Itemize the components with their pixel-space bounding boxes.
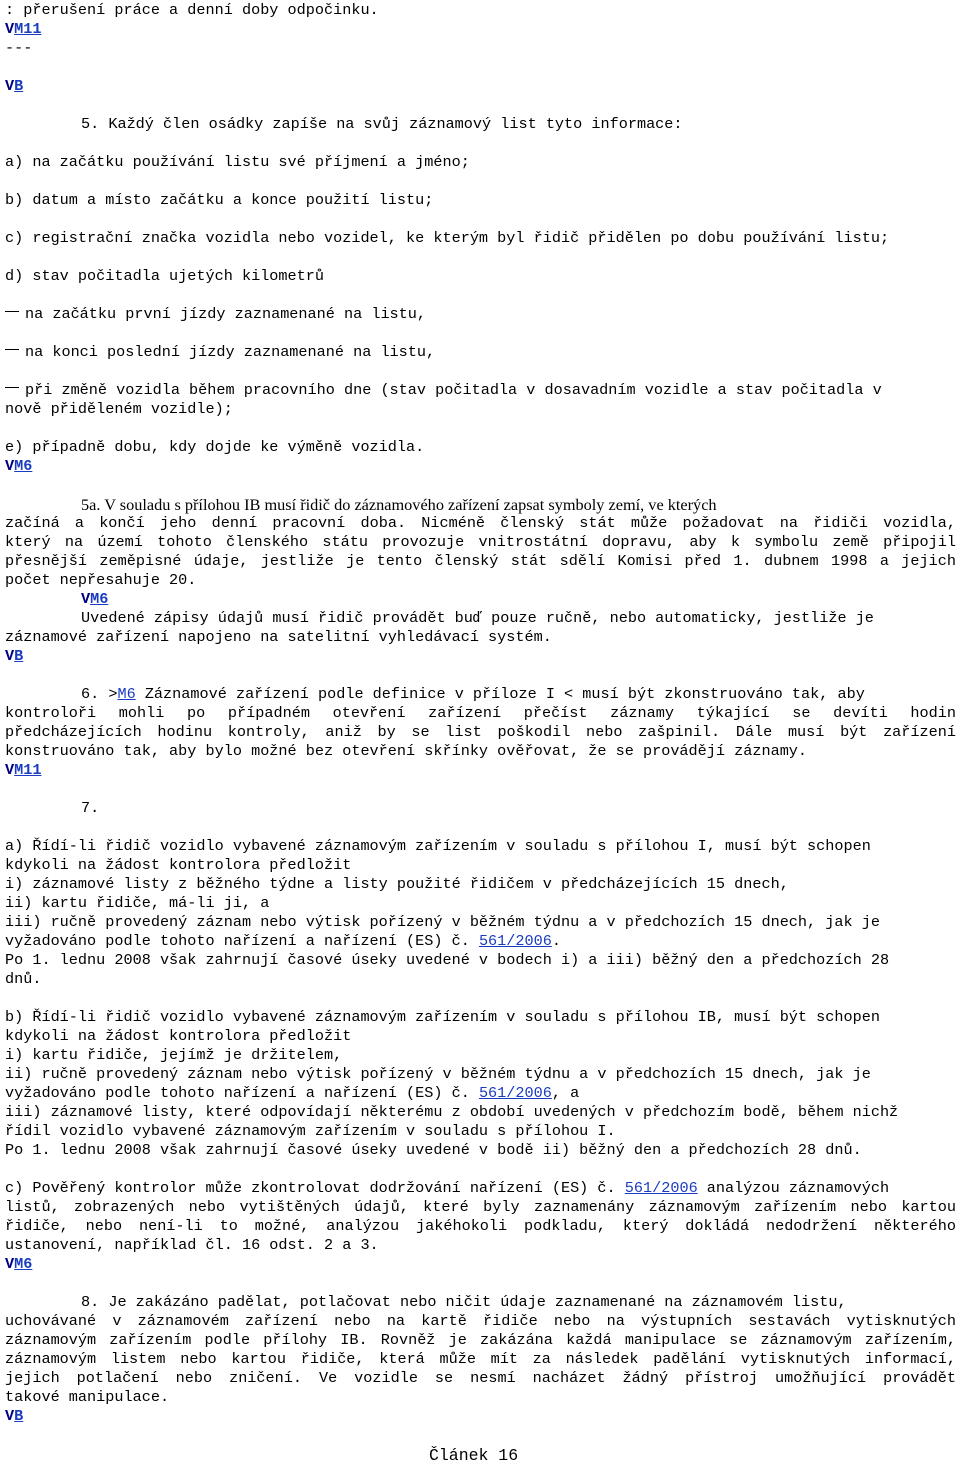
separator-dashes: --- [5,39,33,57]
paragraph-7-heading: 7. [81,799,100,817]
paragraph-7c-line: c) Pověřený kontrolor může zkontrolovat dodržování nařízení (ES) č. 561/2006 analýzou záznamových [5,1179,890,1197]
paragraph-7a-line: iii) ručně provedený záznam nebo výtisk pořízený v běžném týdnu a v předchozích 15 dnech, jak je [5,913,880,931]
regulation-link[interactable]: 561/2006 [478,932,552,950]
paragraph-7a-line: i) záznamové listy z běžného týdne a listy použité řidičem v předcházejících 15 dnech, [5,875,789,893]
paragraph-6-line: konstruováno tak, aby bylo možné bez otevření skřínky ověřovat, že se provádějí záznamy. [5,742,808,760]
amendment-marker-vb[interactable]: VB [5,1407,24,1425]
regulation-link[interactable]: 561/2006 [624,1179,698,1197]
amendment-link-m6[interactable]: M6 [117,685,136,703]
paragraph-5-item-d: d) stav počitadla ujetých kilometrů [5,267,324,285]
paragraph-7a-line: vyžadováno podle tohoto nařízení a nařízení (ES) č. 561/2006. [5,932,561,950]
paragraph-7c-line: ustanovení, například čl. 16 odst. 2 a 3. [5,1236,379,1254]
article-heading: Článek 16 [429,1446,519,1465]
amendment-marker-vb[interactable]: VB [5,77,24,95]
paragraph-5-item-c: c) registrační značka vozidla nebo vozidel, ke kterým byl řidič přidělen po dobu používání listu; [5,229,890,247]
paragraph-5-dash-item: na konci poslední jízdy zaznamenané na listu, [5,343,435,362]
paragraph-6-line: 6. >M6 Záznamové zařízení podle definice v příloze I < musí být zkonstruováno tak, aby [81,685,865,703]
paragraph-6-line: předcházejících hodinu kontroly, aniž by se list poškodil nebo zašpinil. Dále musí být zařízení [5,723,956,741]
paragraph-5a-line: začíná a končí jeho denní pracovní doba. Nicméně členský stát může požadovat na řidiči vozidla, [5,514,956,532]
paragraph-8-line: 8. Je zakázáno padělat, potlačovat nebo ničit údaje zaznamenané na záznamovém listu, [81,1293,847,1311]
paragraph-5a-line: přesnější zeměpisné údaje, jestliže je tento členský stát sdělí Komisi před 1. dubnem 1998 a jejich [5,552,956,570]
paragraph-6-line: kontroloři mohli po případném otevření zařízení přečíst záznamy týkající se devíti hodin [5,704,956,722]
paragraph-5-heading: 5. Každý člen osádky zapíše na svůj záznamový list tyto informace: [81,115,683,133]
paragraph-8-line: záznamovým listem nebo kartou řidiče, která může mít za následek padělání vytisknutých informací, [5,1350,956,1368]
paragraph-7c-line: listů, zobrazených nebo vytištěných údajů, které byly zaznamenány záznamovým zařízením nebo kartou [5,1198,956,1216]
paragraph-7b-line: řídil vozidlo vybavené záznamovým zařízením v souladu s přílohou I. [5,1122,616,1140]
paragraph-7a-line: ii) kartu řidiče, má-li ji, a [5,894,270,912]
paragraph-5a-line: 5a. V souladu s přílohou IB musí řidič do záznamového zařízení zapsat symboly zemí, ve kterých [81,495,717,514]
paragraph-7a-line: dnů. [5,970,42,988]
paragraph-7a-line: kdykoli na žádost kontrolora předložit [5,856,352,874]
paragraph-7b-line: Po 1. lednu 2008 však zahrnují časové úseky uvedené v bodě ii) běžný den a předchozích 28 dnů. [5,1141,862,1159]
paragraph-5-dash-item: na začátku první jízdy zaznamenané na listu, [5,305,426,324]
paragraph-7a-line: a) Řídí-li řidič vozidlo vybavené záznamovým zařízením v souladu s přílohou I, musí být schopen [5,837,871,855]
paragraph-5a-line: počet nepřesahuje 20. [5,571,197,589]
paragraph-5-item-e: e) případně dobu, kdy dojde ke výměně vozidla. [5,438,425,456]
paragraph-5a-line: záznamové zařízení napojeno na satelitní vyhledávací systém. [5,628,552,646]
amendment-marker-vm11[interactable]: VM11 [5,20,42,38]
paragraph-7b-line: ii) ručně provedený záznam nebo výtisk pořízený v běžném týdnu a v předchozích 15 dnech, jak je [5,1065,871,1083]
paragraph-8-line: takové manipulace. [5,1388,170,1406]
paragraph-5-item-b: b) datum a místo začátku a konce použití listu; [5,191,434,209]
paragraph-7b-line: iii) záznamové listy, které odpovídají některému z období uvedených v předchozím bodě, během nichž [5,1103,899,1121]
dash-bullet [5,349,19,350]
text-line: nově přiděleném vozidle); [5,400,233,418]
paragraph-5-item-a: a) na začátku používání listu své příjmení a jméno; [5,153,470,171]
paragraph-7b-line: b) Řídí-li řidič vozidlo vybavené záznamovým zařízením v souladu s přílohou IB, musí být schopen [5,1008,880,1026]
paragraph-8-line: uchovávané v záznamovém zařízení nebo na kartě řidiče nebo na výstupních sestavách vytisknutých [5,1312,956,1330]
paragraph-7c-line: řidiče, nebo není-li to možné, analýzou jakéhokoli podkladu, který dokládá nedodržení některého [5,1217,956,1235]
amendment-marker-vm11[interactable]: VM11 [5,761,42,779]
paragraph-8-line: záznamovým zařízením podle přílohy IB. Rovněž je zakázána každá manipulace se záznamovým zařízením, [5,1331,956,1349]
paragraph-7b-line: i) kartu řidiče, jejímž je držitelem, [5,1046,343,1064]
paragraph-5-dash-item: při změně vozidla během pracovního dne (stav počitadla v dosavadním vozidle a stav počitadla v [5,381,882,400]
amendment-marker-vm6[interactable]: VM6 [81,590,109,608]
regulation-link[interactable]: 561/2006 [478,1084,552,1102]
text-line: : přerušení práce a denní doby odpočinku. [5,1,379,19]
paragraph-5a-line: který na území tohoto členského státu provozuje vnitrostátní dopravu, aby k symbolu země připojil [5,533,956,551]
paragraph-5a-line: Uvedené zápisy údajů musí řidič provádět buď pouze ručně, nebo automaticky, jestliže je [81,609,874,627]
paragraph-8-line: jejich potlačení nebo zničení. Ve vozidle se nesmí nacházet žádný přístroj umožňující provádět [5,1369,956,1387]
dash-bullet [5,387,19,388]
paragraph-7b-line: vyžadováno podle tohoto nařízení a nařízení (ES) č. 561/2006, a [5,1084,580,1102]
amendment-marker-vb[interactable]: VB [5,647,24,665]
paragraph-7a-line: Po 1. lednu 2008 však zahrnují časové úseky uvedené v bodech i) a iii) běžný den a předchozích 28 [5,951,890,969]
dash-bullet [5,311,19,312]
amendment-marker-vm6[interactable]: VM6 [5,1255,33,1273]
paragraph-7b-line: kdykoli na žádost kontrolora předložit [5,1027,352,1045]
amendment-marker-vm6[interactable]: VM6 [5,457,33,475]
